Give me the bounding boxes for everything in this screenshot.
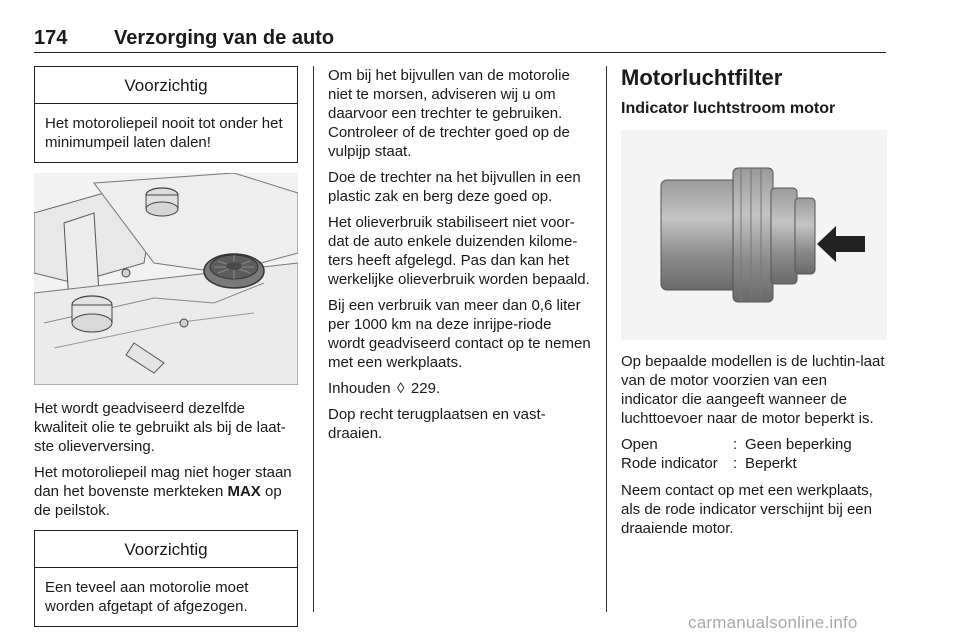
watermark: carmanualsonline.info (688, 613, 858, 632)
state-sep-red: : (733, 455, 738, 472)
paragraph-funnel: Om bij het bijvullen van de motorolie niet te morsen, adviseren wij u om daarvoor een trechter te gebruiken. Controleer of de trechter goed op de vulpijp staat. (328, 67, 570, 160)
state-value-red: Beperkt (745, 455, 797, 472)
page-number: 174 (34, 27, 68, 49)
indicator-state-table (621, 435, 887, 473)
state-value-open: Geen beperking (745, 436, 852, 453)
paragraph-consumption-limit: Bij een verbruik van meer dan 0,6 liter per 1000 km na deze inrijpe-riode wordt geadviseerd contact op te nemen met een werkplaats. (328, 297, 591, 371)
paragraph-funnel-storage: Doe de trechter na het bijvullen in een plastic zak en berg deze goed op. (328, 169, 581, 205)
engine-bay-drawing (34, 173, 298, 385)
paragraph-cap-replace: Dop recht terugplaatsen en vast-draaien. (328, 406, 546, 442)
page-title: Verzorging van de auto (114, 27, 335, 49)
state-label-red: Rode indicator (621, 455, 718, 472)
state-label-open: Open (621, 436, 658, 453)
engine-bay-illustration (34, 173, 298, 385)
section-subheading: Indicator luchtstroom motor (621, 100, 836, 117)
capacities-label: Inhouden (328, 380, 391, 397)
caution-title-1: Voorzichtig (35, 67, 297, 104)
cross-reference-icon: ◊ (397, 380, 405, 397)
airflow-indicator-illustration (621, 130, 887, 340)
paragraph-oil-level-text: Het motoroliepeil mag niet hoger staan dan het bovenste merkteken (34, 464, 292, 500)
column-left (34, 66, 298, 627)
capacities-page-ref[interactable]: 229. (410, 380, 441, 397)
state-sep-open: : (733, 436, 738, 453)
max-mark-label: MAX (227, 483, 261, 500)
column-middle (328, 66, 592, 450)
column-divider-1 (313, 66, 314, 612)
caution-box-1 (34, 66, 298, 163)
caution-title-2: Voorzichtig (35, 531, 297, 568)
caution-box-2 (34, 530, 298, 627)
page-header (34, 27, 886, 53)
section-heading: Motorluchtfilter (621, 65, 783, 90)
paragraph-oil-level (34, 463, 298, 520)
airflow-indicator-drawing (621, 130, 887, 340)
paragraph-oil-level-tail: op de peilstok. (34, 483, 282, 519)
column-divider-2 (606, 66, 607, 612)
paragraph-indicator-info: Op bepaalde modellen is de luchtin-laat van de motor voorzien van een indicator die aangeeft wanneer de luchttoevoer naar de motor beperkt is. (621, 353, 885, 427)
paragraph-oil-consumption: Het olieverbruik stabiliseert niet voor-dat de auto enkele duizenden kilome-ters heeft afgelegd. Pas dan kan het werkelijke olieverbruik worden bepaald. (328, 214, 590, 288)
caution-body-1: Het motoroliepeil nooit tot onder het minimumpeil laten dalen! (45, 115, 283, 151)
caution-body-2: Een teveel aan motorolie moet worden afgetapt of afgezogen. (45, 579, 249, 615)
paragraph-oil-quality: Het wordt geadviseerd dezelfde kwaliteit olie te gebruikt als bij de laat-ste olieverversing. (34, 400, 286, 455)
column-right (621, 66, 887, 545)
paragraph-capacities (328, 379, 592, 398)
paragraph-contact-workshop: Neem contact op met een werkplaats, als de rode indicator verschijnt bij een draaiende motor. (621, 482, 873, 537)
